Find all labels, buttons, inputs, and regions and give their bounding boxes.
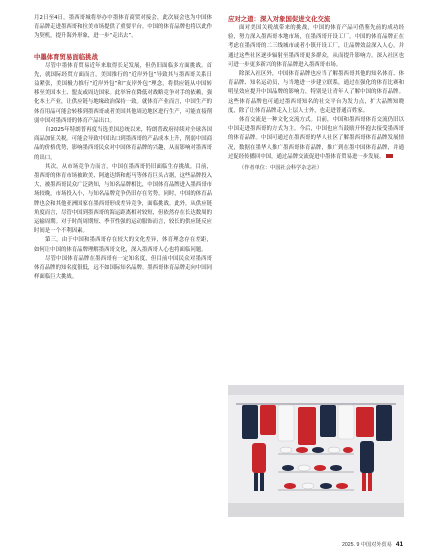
right-column	[228, 14, 404, 178]
body-paragraph: 其次，从市场竞争力而言，中国在墨西哥仍旧面临生存挑战。目前，墨西哥的体育市场被欧美、阿迪达斯和彪马等体育巨头占据，这些品牌投入大，被墨西哥民众广泛熟知，与知名品牌相比，中国体育品牌进入墨西哥市场较晚，市场投入小，与知名品牌竞争仍旧存在劣势。同时，中国的体育品牌也会和其他亚洲国家在墨西哥形成差异竞争，面临挑战。此外，从供应链角度而言，尽管中国到墨西哥的海运距离相对较短，但依然存在长达数周的运输周期。对于时尚周期短、季节性强的运动服饰而言，较长的供应链反应时间是一个不利因素。	[34, 163, 212, 235]
body-paragraph: 第三，由于中国和墨西哥存在较大的文化差异，体育理念存在差距，如何让中国的体育品牌理解墨西哥文化，深入墨西哥人心也将面临问题。	[34, 237, 212, 253]
page-footer	[342, 541, 403, 548]
section-heading-solutions: 应对之道：深入对象国促进文化交流	[228, 15, 331, 23]
section-heading-challenges: 中墨体育贸易面临挑战	[34, 52, 98, 61]
sportswear-store-photo	[228, 385, 404, 517]
body-paragraph	[228, 116, 404, 162]
journal-end-mark: CPF	[386, 154, 393, 158]
body-paragraph-text: 体育交流是一种文化交流方式。目前，中国和墨西哥体育交流仍旧以中国走进墨西哥的方式为主。今后，中国也应当鼓励开怀抱去接受墨西哥的体育品牌。中国可通过在墨西哥的华人社区了解墨西哥体育品牌发展情况，数据在墨华人推广墨西哥体育品牌，推广到在墨中国体育品牌，并通过促经传播回中国，通过品牌交流促进中墨体育贸易进一步发展。	[228, 117, 404, 160]
body-paragraph: 自2025年特朗普再度当选美国总统以来，特朗普政府持续对全球各国商品加征关税。可能会导致中国出口到墨西哥的产品成本上升，削弱中国商品的价格优势，影响墨西哥民众对中国体育品牌的兴趣，从而影响对墨西哥的出口。	[34, 127, 212, 161]
store-display-illustration	[228, 385, 404, 517]
body-paragraph: 面对美国关税战带来的挑战，中国的体育产品可借鉴先前的成功经验，努力深入墨西哥本地市场，在墨西哥开设工厂。中国的体育品牌正在考虑在墨西哥的二三线城市或者小镇开设工厂，让品牌效益深入人心，并通过这些社区逐步辐射至墨西哥更多群众，从而提升影响力。深入社区也可进一步更多新兴的体育品牌进入墨西哥市场。	[228, 25, 404, 68]
body-paragraph: 尽管中墨体育贸易近年来取得长足发展，但仍旧面临多方面挑战。首先，就国际经贸方面而言，美国推行的“近岸外包”导致其与墨西哥关系日益紧张，美国极力推行“近岸外包”和“友岸外包”理念，将供应链从中国转移至美国本土、盟友或周边国家。此举旨在降低对战略竞争对手的依赖，强化本土产业，让供应链与地缘政治保持一致。就体育产业而言，中国生产的体育用品可能会转移到墨西哥或者美国其他周边地区进行生产，可能直接削弱中国对墨西哥的体育产品出口。	[34, 62, 212, 124]
page-number: 41	[395, 541, 403, 548]
left-column	[34, 14, 212, 282]
journal-issue: 2025. 9 中国对外贸易	[342, 542, 392, 548]
body-paragraph: 除深入社区外，中国体育品牌也应当了解墨西哥其他的知名体育、体育品牌、知名运动员，与当地进一步建立联系，通过在强化的体育比赛和明星效应提升中国品牌的影响力，特别是让青年人了解中国的体育品牌。这些体育品牌也可通过墨西哥知名的社交平台为发力点，扩大品牌知晓度，除了让体育品牌走入上层人士外，也走进普通百姓家。	[228, 71, 404, 114]
author-affiliation: （作者单位：中国社会科学杂志社）	[239, 165, 323, 172]
body-paragraph: 尽管中国体育品牌在墨西哥有一定知名度，但目前中国民众对墨西哥体育品牌的知名度很低，远不如国际知名品牌。墨西哥体育品牌走向中国同样面临巨大挑战。	[34, 255, 212, 281]
opening-paragraph: 月2日至4日，墨西哥城将举办中墨体育商贸对接会，此次展会也为中国体育品牌走进墨西哥和拉美市场提供了重要平台。中国的体育品牌也将以此作为契机，提升海外形象，进一步“走出去”。	[34, 15, 212, 40]
